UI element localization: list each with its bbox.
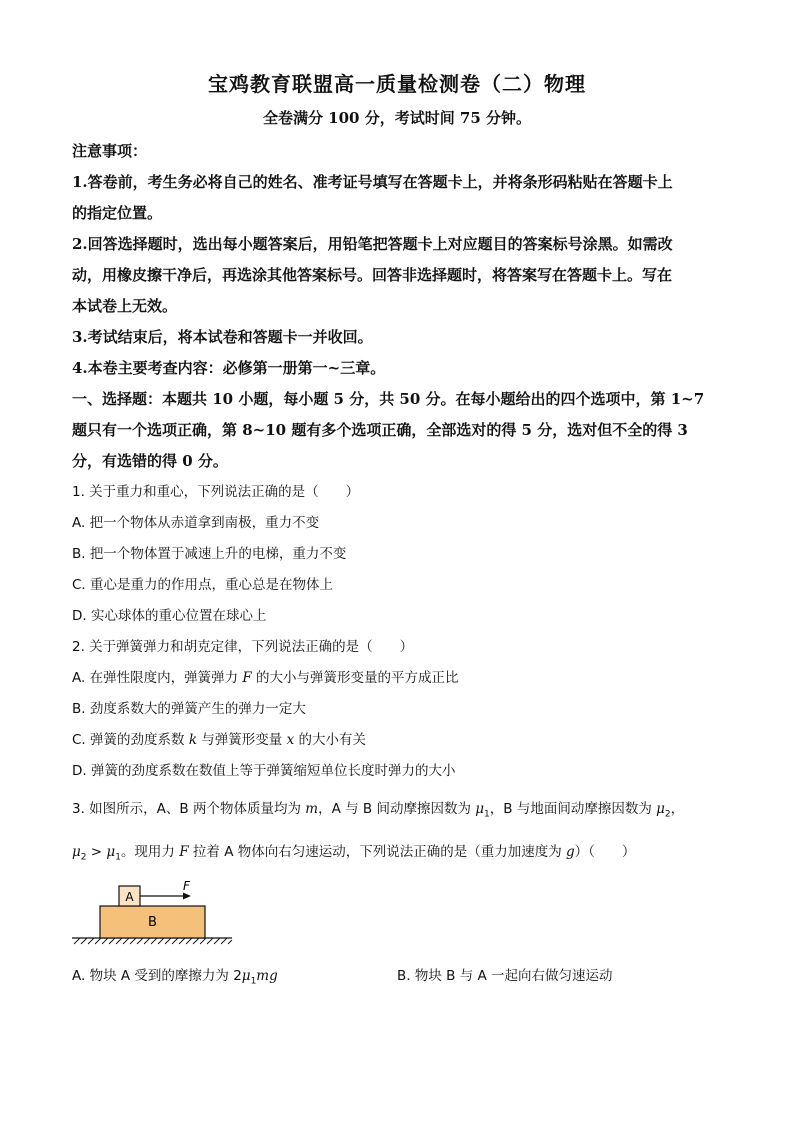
note-4: 4.本卷主要考查内容：必修第一册第一~三章。 (72, 359, 386, 377)
note-1-line-1: 1.答卷前，考生务必将自己的姓名、准考证号填写在答题卡上，并将条形码粘贴在答题卡上 (72, 173, 673, 191)
question-2-option-a: A. 在弹性限度内，弹簧弹力 F 的大小与弹簧形变量的平方成正比 (72, 670, 459, 686)
question-3-option-b: B. 物块 B 与 A 一起向右做匀速运动 (397, 968, 613, 984)
question-3-option-a: A. 物块 A 受到的摩擦力为 $2\mu_1mg$ (72, 968, 278, 987)
note-2-line-1: 2.回答选择题时，选出每小题答案后，用铅笔把答题卡上对应题目的答案标号涂黑。如需改 (72, 235, 673, 253)
question-1-option-b: B. 把一个物体置于减速上升的电梯，重力不变 (72, 546, 347, 562)
question-1-stem: 1. 关于重力和重心，下列说法正确的是（ ） (72, 484, 360, 500)
force-label: F (183, 879, 190, 893)
question-1-option-a: A. 把一个物体从赤道拿到南极，重力不变 (72, 515, 320, 531)
block-a-label: A (125, 890, 134, 904)
question-2-option-b: B. 劲度系数大的弹簧产生的弹力一定大 (72, 701, 306, 717)
force-arrow (140, 893, 191, 900)
note-2-line-3: 本试卷上无效。 (72, 297, 178, 315)
ground-hatching (72, 938, 232, 944)
section-1-intro-line-3: 分，有选错的得 0 分。 (72, 452, 228, 470)
exam-title: 宝鸡教育联盟高一质量检测卷（二）物理 (208, 72, 586, 96)
question-2-option-d: D. 弹簧的劲度系数在数值上等于弹簧缩短单位长度时弹力的大小 (72, 763, 456, 779)
question-3-figure (72, 876, 237, 946)
question-1-option-d: D. 实心球体的重心位置在球心上 (72, 608, 267, 624)
section-1-intro-line-1: 一、选择题：本题共 10 小题，每小题 5 分，共 50 分。在每小题给出的四个选项中，第 1~7 (72, 390, 705, 408)
note-2-line-2: 动，用橡皮擦干净后，再选涂其他答案标号。回答非选择题时，将答案写在答题卡上。写在 (72, 266, 673, 284)
question-3-stem-line-2: $\mu_2 > \mu_1$。现用力 F 拉着 A 物体向右匀速运动，下列说法正确的是（重力加速度为 g）（ ） (72, 844, 636, 863)
block-b-label: B (148, 915, 157, 930)
question-1-option-c: C. 重心是重力的作用点，重心总是在物体上 (72, 577, 334, 593)
section-1-intro-line-2: 题只有一个选项正确，第 8~10 题有多个选项正确，全部选对的得 5 分，选对但不全的得 3 (72, 421, 688, 439)
exam-subtitle: 全卷满分 100 分，考试时间 75 分钟。 (262, 109, 532, 127)
note-3: 3.考试结束后，将本试卷和答题卡一并收回。 (72, 328, 373, 346)
question-2-option-c: C. 弹簧的劲度系数 k 与弹簧形变量 x 的大小有关 (72, 732, 367, 748)
question-2-stem: 2. 关于弹簧弹力和胡克定律，下列说法正确的是（ ） (72, 639, 414, 655)
question-3-stem-line-1: 3. 如图所示，A、B 两个物体质量均为 m，A 与 B 间动摩擦因数为 $\mu_1$，B 与地面间动摩擦因数为 $\mu_2$， (72, 801, 685, 820)
notes-heading: 注意事项： (72, 142, 148, 160)
note-1-line-2: 的指定位置。 (72, 204, 163, 222)
